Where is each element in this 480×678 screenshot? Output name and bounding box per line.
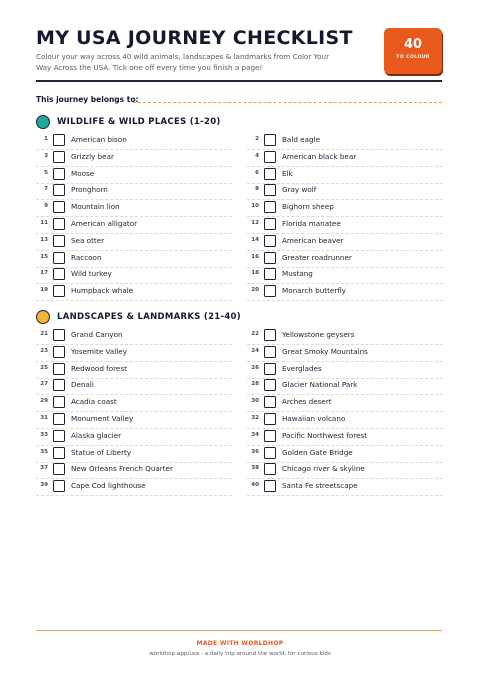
item-checkbox[interactable] (53, 396, 65, 408)
footer-text: worldhop.app/usa - a daily trip around the world, for curious kids (149, 651, 331, 657)
item-label: Raccoon (71, 252, 102, 262)
checklist-item (247, 479, 443, 496)
checklist-item (36, 167, 232, 184)
item-number: 34 (251, 431, 259, 438)
checklist-item (36, 328, 232, 345)
item-label: Golden Gate Bridge (282, 447, 353, 457)
item-label: Alaska glacier (71, 430, 122, 440)
checklist-item (247, 412, 443, 429)
item-number: 39 (40, 482, 48, 489)
item-checkbox[interactable] (264, 430, 276, 442)
item-number: 27 (40, 381, 48, 388)
item-number: 15 (40, 253, 48, 260)
checklist-item (36, 234, 232, 251)
item-checkbox[interactable] (264, 252, 276, 264)
checklist-item (36, 284, 232, 301)
item-checkbox[interactable] (264, 134, 276, 146)
item-number: 5 (44, 169, 48, 176)
checklist-item (247, 183, 443, 200)
checklist-item (36, 267, 232, 284)
item-label: New Orleans French Quarter (71, 464, 173, 474)
item-label: American black bear (282, 151, 357, 161)
checklist-item (247, 251, 443, 268)
item-number: 38 (251, 465, 259, 472)
item-number: 19 (40, 287, 48, 294)
item-label: American beaver (282, 235, 344, 245)
footer-divider (36, 630, 442, 631)
checklist-item (247, 284, 443, 301)
item-checkbox[interactable] (53, 463, 65, 475)
item-label: Gray wolf (282, 185, 317, 195)
item-label: Yellowstone geysers (282, 330, 355, 339)
item-number: 11 (40, 220, 48, 226)
item-number: 10 (251, 203, 259, 210)
item-checkbox[interactable] (53, 218, 65, 230)
item-checkbox[interactable] (53, 379, 65, 391)
item-number: 7 (44, 186, 48, 193)
item-checkbox[interactable] (264, 396, 276, 408)
item-label: Pacific Northwest forest (282, 430, 368, 440)
item-label: Humpback whale (71, 286, 134, 296)
item-label: Everglades (282, 363, 322, 373)
item-label: Statue of Liberty (71, 447, 132, 457)
item-checkbox[interactable] (53, 268, 65, 280)
item-number: 22 (251, 331, 259, 337)
item-number: 31 (40, 415, 48, 421)
checklist-item (247, 167, 443, 184)
item-number: 33 (40, 431, 48, 438)
checklist-item (36, 479, 232, 496)
item-label: Florida manatee (282, 219, 341, 228)
checklist-item (247, 362, 443, 379)
item-label: Wild turkey (71, 269, 112, 279)
item-number: 9 (44, 203, 48, 210)
item-checkbox[interactable] (53, 134, 65, 146)
checklist-item (36, 395, 232, 412)
item-number: 37 (40, 465, 48, 472)
checklist-item (36, 412, 232, 429)
checklist-item (36, 150, 232, 167)
badge-label: TO COLOUR (396, 55, 430, 60)
page-title: MY USA JOURNEY CHECKLIST (36, 27, 353, 49)
checklist-item (36, 462, 232, 479)
item-label: Greater roadrunner (282, 252, 352, 262)
item-number: 30 (251, 398, 259, 405)
item-label: Arches desert (282, 397, 332, 407)
item-checkbox[interactable] (264, 346, 276, 358)
item-checkbox[interactable] (264, 268, 276, 280)
checklist-item (247, 267, 443, 284)
item-checkbox[interactable] (264, 201, 276, 213)
item-number: 26 (251, 364, 259, 371)
item-number: 8 (255, 186, 259, 193)
item-number: 1 (44, 136, 48, 142)
checklist-item (247, 446, 443, 463)
item-number: 25 (40, 364, 48, 371)
item-checkbox[interactable] (53, 447, 65, 459)
item-number: 4 (255, 152, 259, 159)
item-checkbox[interactable] (53, 285, 65, 297)
checklist-item (247, 234, 443, 251)
item-label: American alligator (71, 219, 138, 228)
item-label: Denali (71, 380, 94, 390)
item-number: 16 (251, 253, 259, 260)
item-label: Great Smoky Mountains (282, 346, 368, 356)
checklist-item (36, 251, 232, 268)
item-label: Cape Cod lighthouse (71, 481, 146, 491)
item-label: Pronghorn (71, 185, 108, 195)
checklist-item (247, 378, 443, 395)
owner-name-line[interactable] (133, 102, 442, 103)
item-checkbox[interactable] (53, 413, 65, 425)
item-checkbox[interactable] (53, 184, 65, 196)
item-number: 18 (251, 270, 259, 277)
item-checkbox[interactable] (53, 151, 65, 163)
item-number: 23 (40, 347, 48, 354)
item-checkbox[interactable] (264, 168, 276, 180)
owner-label: This journey belongs to: (36, 95, 139, 104)
item-number: 12 (251, 220, 259, 226)
checklist-item (247, 429, 443, 446)
item-checkbox[interactable] (53, 329, 65, 341)
checklist-item (36, 183, 232, 200)
item-number: 24 (251, 347, 259, 354)
checklist-item (36, 378, 232, 395)
checklist-item (247, 150, 443, 167)
item-label: Grizzly bear (71, 151, 114, 161)
item-label: Hawaiian volcano (282, 414, 346, 423)
checklist-item (36, 429, 232, 446)
header-divider (36, 80, 442, 82)
section-title: LANDSCAPES & LANDMARKS (21-40) (57, 312, 241, 322)
checklist-item (36, 133, 232, 150)
checklist-item (36, 362, 232, 379)
item-number: 21 (40, 331, 48, 337)
footer-brand: MADE WITH WORLDHOP (196, 640, 284, 647)
item-number: 2 (255, 136, 259, 142)
item-checkbox[interactable] (264, 447, 276, 459)
item-number: 35 (40, 448, 48, 455)
badge-number: 40 (403, 37, 423, 52)
item-checkbox[interactable] (264, 235, 276, 247)
item-checkbox[interactable] (53, 235, 65, 247)
item-label: Mountain lion (71, 202, 120, 212)
item-number: 32 (251, 415, 259, 421)
item-number: 13 (40, 236, 48, 243)
item-checkbox[interactable] (264, 218, 276, 230)
item-checkbox[interactable] (53, 346, 65, 358)
item-label: Elk (282, 168, 293, 178)
item-label: Grand Canyon (71, 330, 123, 339)
checklist-item (36, 200, 232, 217)
item-label: Redwood forest (71, 363, 127, 373)
item-checkbox[interactable] (264, 329, 276, 341)
checklist-item (247, 462, 443, 479)
section-title: WILDLIFE & WILD PLACES (1-20) (57, 117, 221, 127)
item-checkbox[interactable] (264, 480, 276, 492)
item-checkbox[interactable] (53, 252, 65, 264)
item-label: Bald eagle (282, 135, 320, 144)
item-label: Santa Fe streetscape (282, 481, 358, 491)
item-checkbox[interactable] (264, 363, 276, 375)
item-number: 36 (251, 448, 259, 455)
section-dot-icon (36, 310, 50, 324)
item-checkbox[interactable] (264, 463, 276, 475)
item-number: 28 (251, 381, 259, 388)
item-label: Monarch butterfly (282, 286, 347, 296)
item-checkbox[interactable] (264, 413, 276, 425)
checklist-item (247, 395, 443, 412)
item-label: Mustang (282, 269, 313, 279)
checklist-item (247, 217, 443, 234)
item-number: 14 (251, 236, 259, 243)
checklist-item (247, 328, 443, 345)
item-label: Bighorn sheep (282, 202, 334, 212)
checklist-item (36, 345, 232, 362)
item-checkbox[interactable] (264, 285, 276, 297)
checklist-item (247, 133, 443, 150)
item-label: Yosemite Valley (71, 346, 127, 356)
item-label: American bison (71, 135, 127, 144)
item-number: 3 (44, 152, 48, 159)
item-number: 29 (40, 398, 48, 405)
item-label: Chicago river & skyline (282, 464, 365, 474)
item-number: 20 (251, 287, 259, 294)
item-number: 6 (255, 169, 259, 176)
checklist-item (36, 217, 232, 234)
item-checkbox[interactable] (264, 379, 276, 391)
item-checkbox[interactable] (264, 184, 276, 196)
checklist-item (36, 446, 232, 463)
item-label: Sea otter (71, 235, 105, 245)
item-label: Monument Valley (71, 414, 134, 423)
item-checkbox[interactable] (53, 201, 65, 213)
item-checkbox[interactable] (53, 168, 65, 180)
item-label: Acadia coast (71, 397, 117, 407)
item-label: Moose (71, 168, 95, 178)
page-subtitle: Colour your way across 40 wild animals, landscapes & landmarks from Color Your Way Across the USA. Tick one off every time you finish a page! (36, 52, 330, 72)
checklist-item (247, 200, 443, 217)
item-number: 40 (251, 482, 259, 489)
item-checkbox[interactable] (53, 363, 65, 375)
section-dot-icon (36, 115, 50, 129)
item-number: 17 (40, 270, 48, 277)
checklist-item (247, 345, 443, 362)
item-checkbox[interactable] (53, 480, 65, 492)
count-badge (384, 28, 442, 74)
item-label: Glacier National Park (282, 380, 358, 390)
item-checkbox[interactable] (53, 430, 65, 442)
item-checkbox[interactable] (264, 151, 276, 163)
